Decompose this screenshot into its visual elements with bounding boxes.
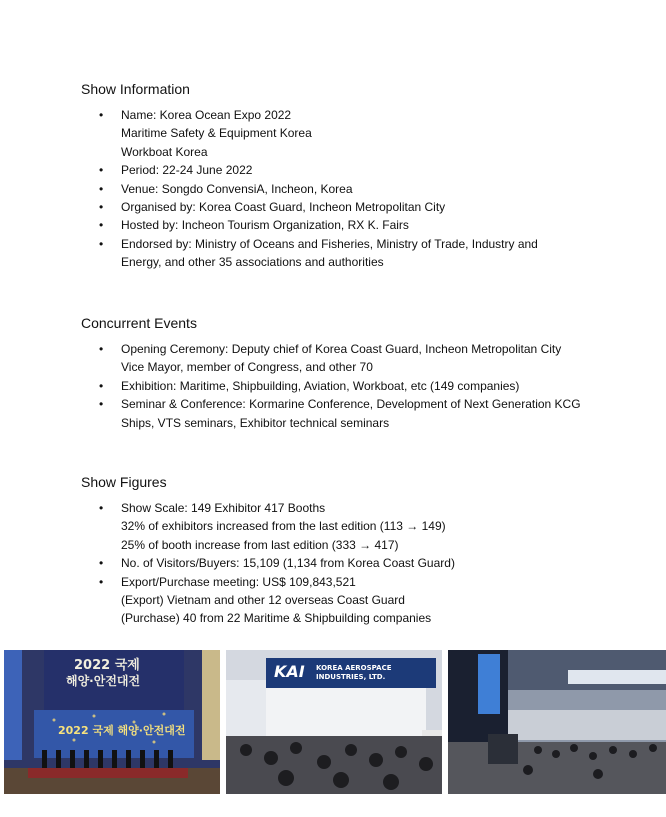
item-line: (Export) Vietnam and other 12 overseas Coast Guard bbox=[121, 593, 405, 608]
item-line: Endorsed by: Ministry of Oceans and Fisheries, Ministry of Trade, Industry and bbox=[121, 236, 538, 251]
list-item bbox=[81, 161, 641, 179]
list-item bbox=[81, 216, 641, 234]
item-line: Seminar & Conference: Kormarine Conference, Development of Next Generation KCG bbox=[121, 397, 581, 412]
bullet-icon: • bbox=[99, 378, 104, 393]
item-line: (Purchase) 40 from 22 Maritime & Shipbuilding companies bbox=[121, 611, 432, 626]
concurrent-events-list bbox=[81, 340, 641, 432]
item-line: 25% of booth increase from last edition (333 → 417) bbox=[121, 537, 399, 552]
bullet-icon: • bbox=[99, 163, 104, 178]
show-figures-section bbox=[81, 473, 641, 628]
booth-name-text: KOREA AEROSPACE INDUSTRIES, LTD. bbox=[316, 664, 392, 681]
bullet-icon: • bbox=[99, 181, 104, 196]
list-item bbox=[81, 235, 641, 272]
photo-strip bbox=[4, 650, 666, 794]
bullet-icon: • bbox=[99, 556, 104, 571]
concurrent-events-section bbox=[81, 314, 641, 432]
item-line: Show Scale: 149 Exhibitor 417 Booths bbox=[121, 501, 326, 515]
item-line: 32% of exhibitors increased from the last edition (113 → 149) bbox=[121, 519, 446, 534]
item-line: Energy, and other 35 associations and authorities bbox=[121, 255, 384, 270]
list-item bbox=[81, 340, 641, 377]
item-line: Workboat Korea bbox=[121, 144, 208, 159]
item-line: Opening Ceremony: Deputy chief of Korea Coast Guard, Incheon Metropolitan City bbox=[121, 342, 562, 356]
bullet-icon: • bbox=[99, 342, 104, 356]
bullet-icon: • bbox=[99, 397, 104, 412]
list-item bbox=[81, 499, 641, 554]
bullet-icon: • bbox=[99, 574, 104, 589]
item-line: Ships, VTS seminars, Exhibitor technical seminars bbox=[121, 415, 390, 430]
banner-year-text: 2022 국제 bbox=[74, 658, 140, 673]
section-heading: Show Figures bbox=[81, 474, 167, 490]
item-line: No. of Visitors/Buyers: 15,109 (1,134 from Korea Coast Guard) bbox=[121, 556, 455, 571]
list-item bbox=[81, 395, 641, 432]
exhibition-hall-photo bbox=[448, 650, 666, 794]
list-item bbox=[81, 180, 641, 198]
bullet-icon: • bbox=[99, 236, 104, 251]
stage-title-text: 2022 국제 해양·안전대전 bbox=[58, 724, 186, 737]
section-heading: Show Information bbox=[81, 81, 190, 97]
item-line: Period: 22-24 June 2022 bbox=[121, 163, 253, 178]
item-line: Hosted by: Incheon Tourism Organization, RX K. Fairs bbox=[121, 218, 409, 233]
banner-title-text: 해양·안전대전 bbox=[66, 674, 141, 688]
show-figures-list bbox=[81, 499, 641, 628]
item-line: Exhibition: Maritime, Shipbuilding, Aviation, Workboat, etc (149 companies) bbox=[121, 378, 520, 393]
list-item bbox=[81, 554, 641, 572]
list-item bbox=[81, 198, 641, 216]
item-line: Venue: Songdo ConvensiA, Incheon, Korea bbox=[121, 181, 353, 196]
item-line: Organised by: Korea Coast Guard, Incheon Metropolitan City bbox=[121, 200, 446, 215]
item-line: Maritime Safety & Equipment Korea bbox=[121, 126, 312, 141]
bullet-icon: • bbox=[99, 501, 104, 515]
item-line: Export/Purchase meeting: US$ 109,843,521 bbox=[121, 574, 356, 589]
hall-scene bbox=[448, 650, 666, 794]
exhibition-booth-photo bbox=[226, 650, 442, 794]
show-information-list bbox=[81, 106, 641, 272]
bullet-icon: • bbox=[99, 200, 104, 215]
list-item bbox=[81, 377, 641, 395]
item-line: Vice Mayor, member of Congress, and other 70 bbox=[121, 360, 373, 375]
list-item bbox=[81, 106, 641, 161]
list-item bbox=[81, 573, 641, 628]
kai-logo: KAI bbox=[274, 662, 305, 681]
bullet-icon: • bbox=[99, 108, 104, 122]
show-information-section bbox=[81, 80, 641, 272]
bullet-icon: • bbox=[99, 218, 104, 233]
item-line: Name: Korea Ocean Expo 2022 bbox=[121, 108, 292, 122]
opening-ceremony-photo bbox=[4, 650, 220, 794]
section-heading: Concurrent Events bbox=[81, 315, 197, 331]
